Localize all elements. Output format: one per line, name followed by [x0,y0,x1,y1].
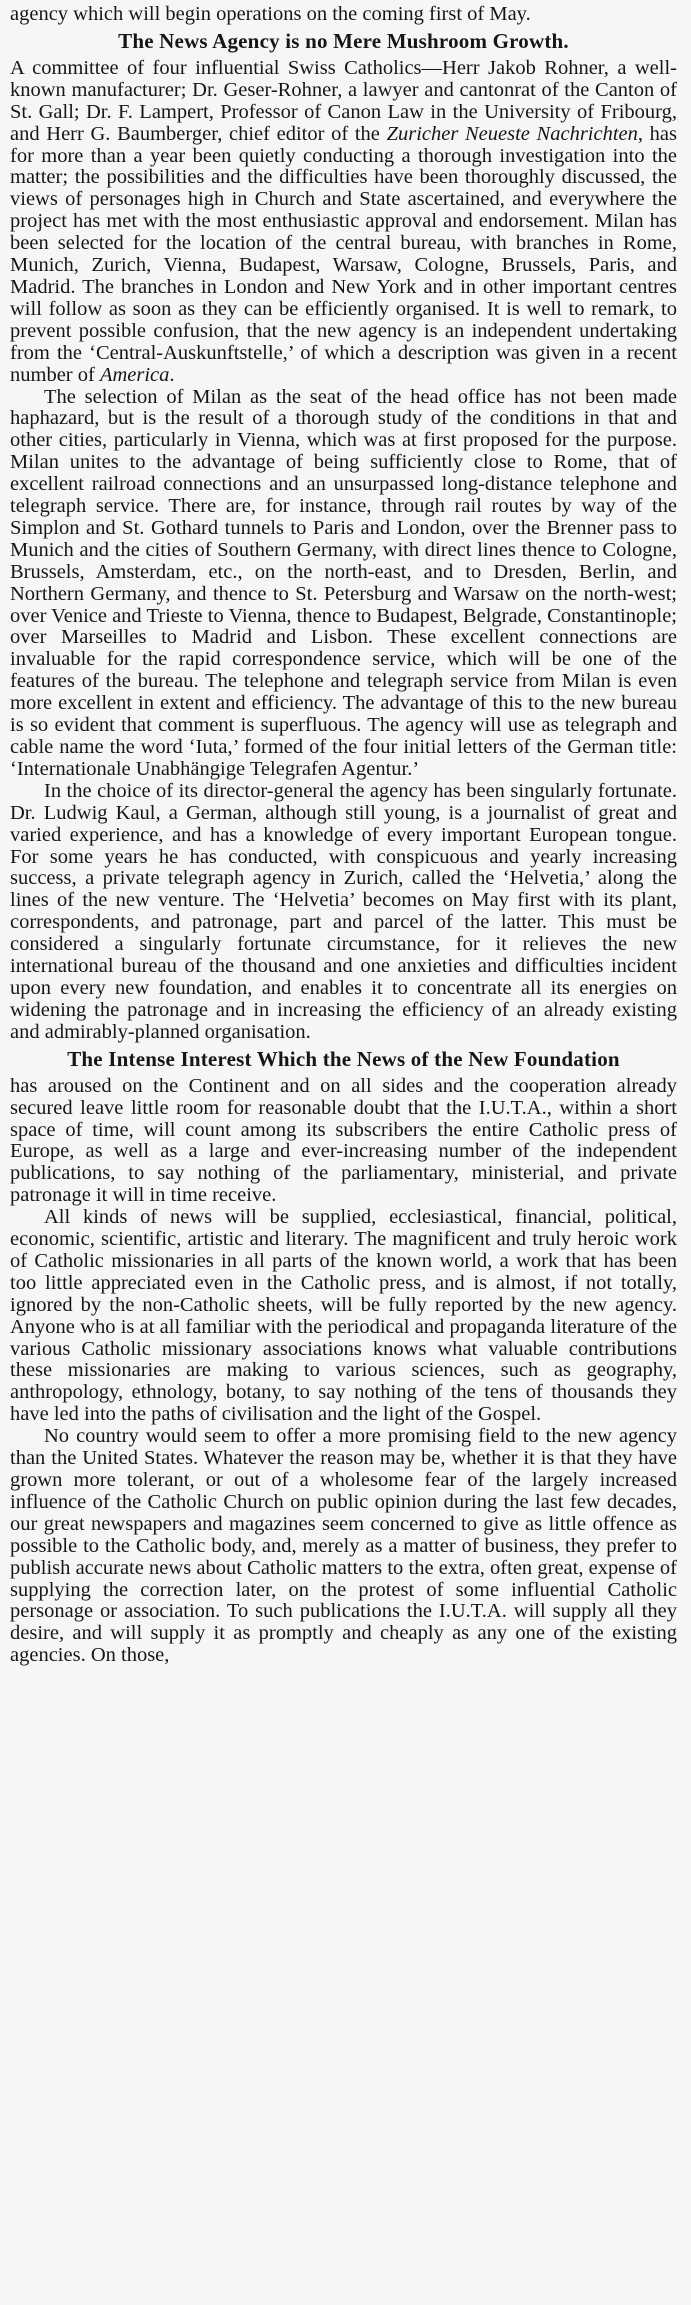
paragraph-milan: The selection of Milan as the seat of the head office has not been made haphazard, but is the result of a thorough study of the conditions in that and other cities, particularly in Vienna, which was at first proposed for the purpose. Milan unites to the advantage of being sufficiently close to Rome, that of excellent railroad connections and an unsurpassed long-distance telephone and telegraph service. There are, for instance, through rail routes by way of the Simplon and St. Gothard tunnels to Paris and London, over the Brenner pass to Munich and the cities of Southern Germany, with direct lines thence to Cologne, Brussels, Amsterdam, etc., on the north-east, and to Dresden, Berlin, and Northern Germany, and thence to St. Petersburg and Warsaw on the north-west; over Venice and Trieste to Vienna, thence to Budapest, Belgrade, Constantinople; over Marseilles to Madrid and Lisbon. These excellent connections are invaluable for the rapid correspondence service, which will be one of the features of the bureau. The telephone and telegraph service from Milan is even more excellent in extent and efficiency. The advantage of this to the new bureau is so evident that comment is superfluous. The agency will use as telegraph and cable name the word ‘Iuta,’ formed of the four initial letters of the German title: ‘Internationale Unabhängige Telegrafen Agentur.’ [10,385,677,780]
magazine-title: America [99,363,170,386]
paragraph-committee-part2: , has for more than a year been quietly conducting a thorough investigation into the matter; the possibilities and the difficulties have been thoroughly discussed, the views of personages high in Church and State ascertained, and everywhere the project has met with the most enthusiastic approval and endorsement. Milan has been selected for the location of the central bureau, with branches in Rome, Munich, Zurich, Vienna, Budapest, Warsaw, Cologne, Brussels, Paris, and Madrid. The branches in London and New York and in other important centres will follow as soon as they can be efficiently organised. It is well to remark, to prevent possible confusion, that the new agency is an independent undertaking from the ‘Central-Auskunftstelle,’ of which a description was given in a recent number of [10,122,678,386]
section-heading-mushroom: The News Agency is no Mere Mushroom Growth. [118,28,569,53]
paragraph-cooperation: has aroused on the Continent and on all sides and the cooperation already secured leave little room for reasonable doubt that the I.U.T.A., within a short space of time, will count among its subscribers the entire Catholic press of Europe, as well as a large and ever-increasing number of the independent publications, to say nothing of the parliamentary, ministerial, and private patronage it will in time receive. [10,1074,677,1207]
lead-paragraph: agency which will begin operations on the coming first of May. [10,3,531,25]
section-heading-interest: The Intense Interest Which the News of the New Foundation [67,1046,620,1071]
paragraph-committee-part1: A committee of four influential Swiss Catholics—Herr Jakob Rohner, a well-known manufacturer; Dr. Geser-Rohner, a lawyer and cantonrat of the Canton of St. Gall; Dr. F. Lampert, Professor of Canon Law in the University of Fribourg, and Herr G. Baumberger, chief editor of the [10,56,677,145]
paragraph-director: In the choice of its director-general the agency has been singularly fortunate. Dr. Ludwig Kaul, a German, although still young, is a journalist of great and varied experience, and has a knowledge of every important European tongue. For some years he has conducted, with conspicuous and yearly increasing success, a private telegraph agency in Zurich, called the ‘Helvetia,’ along the lines of the new venture. The ‘Helvetia’ becomes on May first with its plant, correspondents, and patronage, part and parcel of the latter. This must be considered a singularly fortunate circumstance, for it relieves the new international bureau of the thousand and one anxieties and difficulties incident upon every new foundation, and enables it to concentrate all its energies on widening the patronage and in increasing the efficiency of an already existing and admirably-planned organisation. [10,779,677,1043]
paragraph-united-states: No country would seem to offer a more promising field to the new agency than the United States. Whatever the reason may be, whether it is that they have grown more tolerant, or out of a wholesome fear of the largely increased influence of the Catholic Church on public opinion during the last few decades, our great newspapers and magazines seem concerned to give as little offence as possible to the Catholic body, and, merely as a matter of business, they prefer to publish accurate news about Catholic matters to the extra, often great, expense of supplying the correction later, on the protest of some influential Catholic personage or association. To such publications the I.U.T.A. will supply all they desire, and will supply it as promptly and cheaply as any one of the existing agencies. On those, [10,1425,677,1667]
paragraph-news-kinds: All kinds of news will be supplied, ecclesiastical, financial, political, economic, scientific, artistic and literary. The magnificent and truly heroic work of Catholic missionaries in all parts of the known world, a work that has been too little appreciated even in the Catholic press, and is almost, if not totally, ignored by the non-Catholic sheets, will be fully reported by the new agency. Anyone who is at all familiar with the periodical and propaganda literature of the various Catholic missionary associations knows what valuable contributions these missionaries are making to various sciences, such as geography, anthropology, ethnology, botany, to say nothing of the tens of thousands they have led into the paths of civilisation and the light of the Gospel. [10,1206,677,1426]
newspaper-title: Zuricher Neueste Nachrichten [386,122,638,145]
paragraph-committee: A committee of four influential Swiss Catholics—Herr Jakob Rohner, a well-known manufacturer; Dr. Geser-Rohner, a lawyer and cantonrat of the Canton of St. Gall; Dr. F. Lampert, Professor of Canon Law in the University of Fribourg, and Herr G. Baumberger, chief editor of the Zuricher Neueste Nachrichten, has for more than a year been quietly conducting a thorough investigation into the matter; the possibilities and the difficulties have been thoroughly discussed, the views of personages high in Church and State ascertained, and everywhere the project has met with the most enthusiastic approval and endorsement. Milan has been selected for the location of the central bureau, with branches in Rome, Munich, Zurich, Vienna, Budapest, Warsaw, Cologne, Brussels, Paris, and Madrid. The branches in London and New York and in other important centres will follow as soon as they can be efficiently organised. It is well to remark, to prevent possible confusion, that the new agency is an independent undertaking from the ‘Central-Auskunftstelle,’ of which a description was given in a recent number of America. [10,56,678,386]
